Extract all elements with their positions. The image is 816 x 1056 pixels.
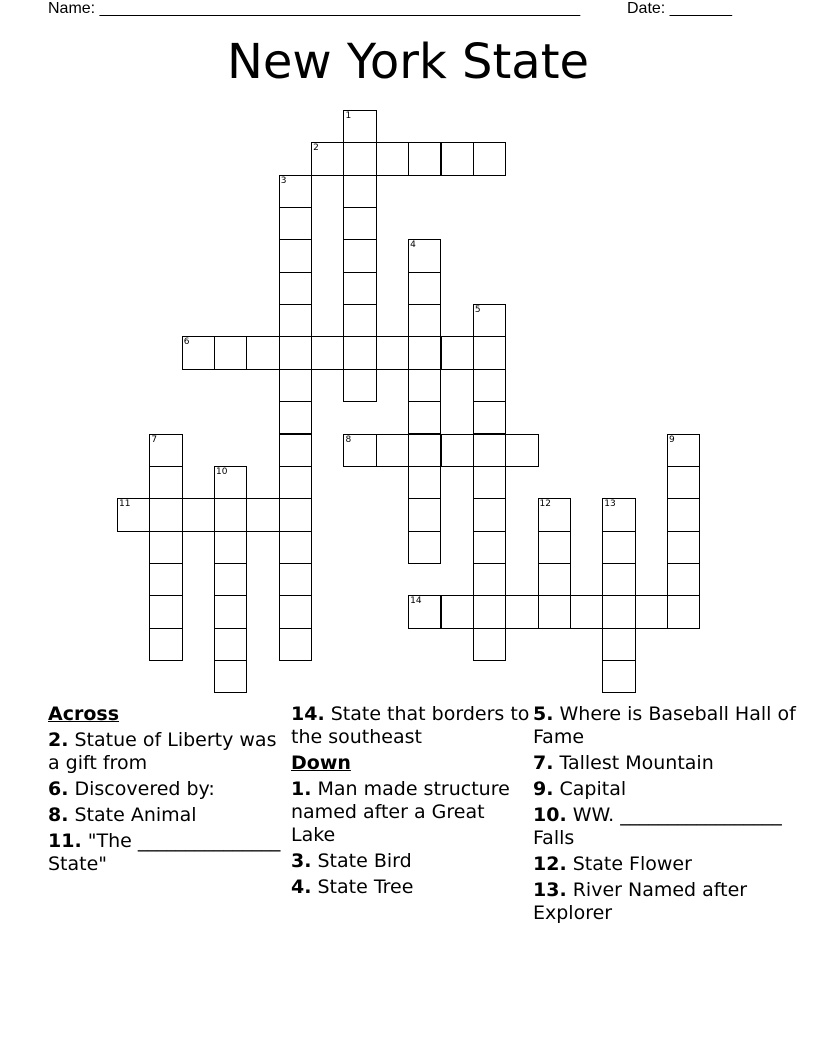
clue-number: 5	[474, 305, 481, 316]
grid-cell[interactable]	[376, 336, 409, 369]
grid-cell[interactable]	[343, 369, 376, 402]
grid-cell[interactable]	[408, 239, 441, 272]
grid-cell[interactable]	[408, 369, 441, 402]
grid-cell[interactable]	[505, 434, 538, 467]
grid-cell[interactable]	[473, 531, 506, 564]
clue-number: 10	[216, 466, 228, 477]
grid-cell[interactable]	[408, 531, 441, 564]
clue-down-7: 7. Tallest Mountain	[533, 752, 714, 774]
grid-cell[interactable]	[343, 336, 376, 369]
grid-cell[interactable]	[473, 434, 506, 467]
grid-cell[interactable]	[279, 336, 312, 369]
grid-cell[interactable]	[279, 401, 312, 434]
grid-cell[interactable]	[149, 563, 182, 596]
clue-down-5: 5. Where is Baseball Hall of Fame	[533, 703, 796, 748]
grid-cell[interactable]	[182, 336, 215, 369]
clue-number: 1	[345, 111, 352, 121]
grid-cell[interactable]	[182, 498, 215, 531]
grid-cell[interactable]	[311, 142, 344, 175]
grid-cell[interactable]	[149, 434, 182, 467]
clue-across-2: 2. Statue of Liberty was a gift from	[48, 729, 277, 774]
grid-cell[interactable]	[538, 531, 571, 564]
grid-cell[interactable]	[279, 434, 312, 467]
grid-cell[interactable]	[408, 595, 441, 628]
grid-cell[interactable]	[635, 595, 668, 628]
clue-down-10: 10. WW. _________________ Falls	[533, 804, 782, 849]
grid-cell[interactable]	[602, 498, 635, 531]
clue-down-9: 9. Capital	[533, 778, 627, 800]
clue-across-14: 14. State that borders to the southeast	[291, 703, 530, 748]
grid-cell[interactable]	[667, 434, 700, 467]
grid-cell[interactable]	[279, 628, 312, 661]
grid-cell[interactable]	[279, 207, 312, 240]
grid-cell[interactable]	[214, 466, 247, 499]
clue-number: 12	[539, 499, 551, 510]
grid-cell[interactable]	[343, 304, 376, 337]
grid-cell[interactable]	[214, 531, 247, 564]
clue-number: 11	[119, 499, 131, 510]
clue-number: 8	[345, 434, 352, 445]
grid-cell[interactable]	[376, 142, 409, 175]
grid-cell[interactable]	[343, 110, 376, 143]
grid-cell[interactable]	[343, 434, 376, 467]
grid-cell[interactable]	[279, 531, 312, 564]
grid-cell[interactable]	[538, 563, 571, 596]
grid-cell[interactable]	[602, 595, 635, 628]
clue-across-8: 8. State Animal	[48, 804, 197, 826]
grid-cell[interactable]	[441, 595, 474, 628]
grid-cell[interactable]	[408, 466, 441, 499]
grid-cell[interactable]	[149, 466, 182, 499]
clue-number: 3	[280, 175, 287, 186]
grid-cell[interactable]	[279, 466, 312, 499]
grid-cell[interactable]	[667, 498, 700, 531]
grid-cell[interactable]	[149, 628, 182, 661]
clues-column-1	[48, 703, 283, 879]
down-heading: Down	[291, 752, 351, 774]
grid-cell[interactable]	[214, 563, 247, 596]
grid-cell[interactable]	[279, 498, 312, 531]
grid-cell[interactable]	[538, 498, 571, 531]
clues-column-3	[533, 703, 803, 928]
grid-cell[interactable]	[279, 595, 312, 628]
grid-cell[interactable]	[473, 595, 506, 628]
grid-cell[interactable]	[343, 239, 376, 272]
grid-cell[interactable]	[343, 207, 376, 240]
grid-cell[interactable]	[408, 336, 441, 369]
grid-cell[interactable]	[214, 595, 247, 628]
grid-cell[interactable]	[473, 369, 506, 402]
grid-cell[interactable]	[602, 563, 635, 596]
grid-cell[interactable]	[246, 498, 279, 531]
grid-cell[interactable]	[667, 563, 700, 596]
clues-column-2	[291, 703, 531, 902]
clue-across-6: 6. Discovered by:	[48, 778, 215, 800]
clue-number: 2	[313, 143, 319, 154]
grid-cell[interactable]	[214, 660, 247, 693]
puzzle-title: New York State	[226, 34, 590, 90]
grid-cell[interactable]	[117, 498, 150, 531]
clue-down-3: 3. State Bird	[291, 850, 412, 872]
grid-cell[interactable]	[602, 660, 635, 693]
grid-cell[interactable]	[408, 498, 441, 531]
grid-cell[interactable]	[343, 175, 376, 208]
grid-cell[interactable]	[667, 595, 700, 628]
grid-cell[interactable]	[667, 466, 700, 499]
grid-cell[interactable]	[149, 595, 182, 628]
grid-cell[interactable]	[246, 336, 279, 369]
grid-cell[interactable]	[376, 434, 409, 467]
clue-down-13: 13. River Named after Explorer	[533, 879, 748, 924]
grid-cell[interactable]	[214, 498, 247, 531]
grid-cell[interactable]	[279, 175, 312, 208]
grid-cell[interactable]	[214, 336, 247, 369]
clue-number: 6	[183, 337, 190, 348]
grid-cell[interactable]	[473, 142, 506, 175]
grid-cell[interactable]	[279, 304, 312, 337]
grid-cell[interactable]	[570, 595, 603, 628]
clue-number: 9	[668, 434, 675, 445]
grid-cell[interactable]	[408, 272, 441, 305]
grid-cell[interactable]	[441, 336, 474, 369]
grid-cell[interactable]	[473, 628, 506, 661]
grid-cell[interactable]	[538, 595, 571, 628]
name-field-label: Name: ______________________________________________________	[48, 0, 581, 17]
grid-cell[interactable]	[149, 498, 182, 531]
clue-down-12: 12. State Flower	[533, 853, 692, 875]
grid-cell[interactable]	[602, 531, 635, 564]
grid-cell[interactable]	[441, 142, 474, 175]
clue-number: 4	[410, 240, 416, 251]
clue-number: 13	[604, 499, 616, 510]
grid-cell[interactable]	[408, 401, 441, 434]
date-field-label: Date: _______	[627, 0, 732, 17]
grid-cell[interactable]	[149, 531, 182, 564]
grid-cell[interactable]	[279, 239, 312, 272]
grid-cell[interactable]	[473, 498, 506, 531]
grid-cell[interactable]	[408, 304, 441, 337]
clue-number: 14	[410, 596, 422, 607]
grid-cell[interactable]	[473, 401, 506, 434]
grid-cell[interactable]	[473, 304, 506, 337]
grid-cell[interactable]	[311, 336, 344, 369]
clue-down-4: 4. State Tree	[291, 876, 414, 898]
grid-cell[interactable]	[602, 628, 635, 661]
clue-number: 7	[151, 434, 158, 445]
grid-cell[interactable]	[279, 272, 312, 305]
grid-cell[interactable]	[343, 272, 376, 305]
clue-across-11: 11. "The _______________ State"	[48, 830, 281, 875]
grid-cell[interactable]	[279, 563, 312, 596]
grid-cell[interactable]	[441, 434, 474, 467]
grid-cell[interactable]	[667, 531, 700, 564]
grid-cell[interactable]	[473, 563, 506, 596]
grid-cell[interactable]	[279, 369, 312, 402]
grid-cell[interactable]	[343, 142, 376, 175]
grid-cell[interactable]	[473, 336, 506, 369]
grid-cell[interactable]	[408, 142, 441, 175]
grid-cell[interactable]	[214, 628, 247, 661]
across-heading: Across	[48, 703, 120, 725]
clue-down-1: 1. Man made structure named after a Great Lake	[291, 778, 510, 846]
grid-cell[interactable]	[473, 466, 506, 499]
grid-cell[interactable]	[408, 434, 441, 467]
grid-cell[interactable]	[505, 595, 538, 628]
